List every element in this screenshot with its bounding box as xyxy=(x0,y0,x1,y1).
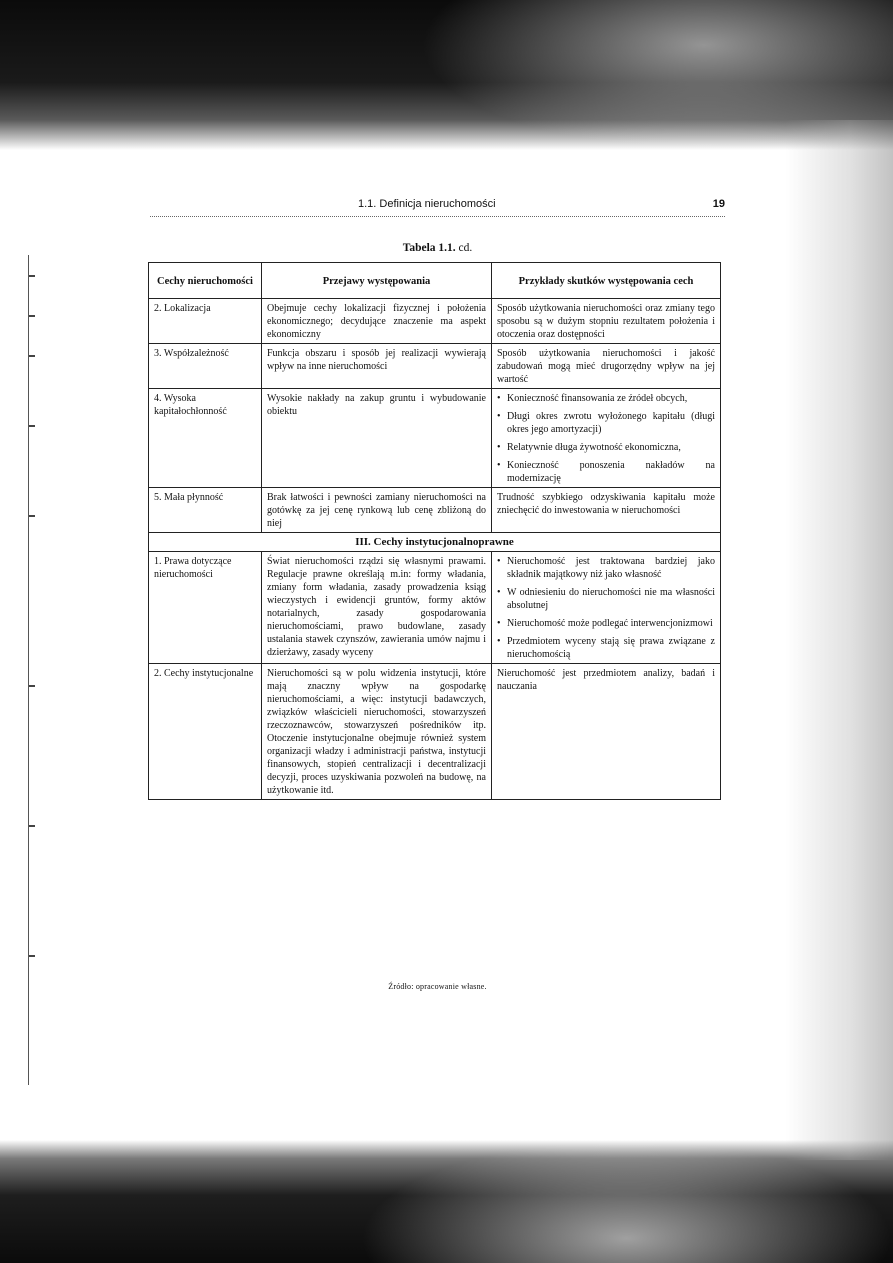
running-title: 1.1. Definicja nieruchomości xyxy=(358,198,496,210)
feature-cell: 3. Współzależność xyxy=(149,344,262,389)
feature-cell: 4. Wysoka kapitałochłonność xyxy=(149,389,262,488)
binding-tick xyxy=(29,825,35,827)
feature-cell: 2. Lokalizacja xyxy=(149,299,262,344)
column-header-effects: Przykłady skutków występowania cech xyxy=(492,263,721,299)
feature-cell: 5. Mała płynność xyxy=(149,488,262,533)
manifestation-cell: Świat nieruchomości rządzi się własnymi prawami. Regulacje prawne określają m.in: formy władania, zmiany form władania, zasady prowadzenia ksiąg wieczystych i ewidencji gruntów, formy aktów notarialnych, zasady gospodarowania nieruchomościami, prawo budowlane, zasady ustalania stawek czynszów, zawierania umów najmu i dzierżawy, zasady wyceny xyxy=(262,552,492,664)
column-header-manifestations: Przejawy występowania xyxy=(262,263,492,299)
running-header xyxy=(150,196,725,217)
binding-tick xyxy=(29,955,35,957)
manifestation-cell: Nieruchomości są w polu widzenia instytucji, które mają znaczny wpływ na gospodarkę nieruchomościami, a więc: instytucji badawczych, związków właścicieli nieruchomości, stowarzyszeń rzeczoznawców, stowarzyszeń pośredników itp. Otoczenie instytucjonalne obejmuje również system organizacji władzy i administracji państwa, instytucji finansowych, stopień centralizacji i decentralizacji decyzji, proces uzyskiwania pozwoleń na budowę, na użytkowanie itd. xyxy=(262,664,492,800)
manifestation-cell: Brak łatwości i pewności zamiany nieruchomości na gotówkę za jej cenę rynkową lub cenę zbliżoną do niej xyxy=(262,488,492,533)
effects-cell xyxy=(492,389,721,488)
table-header-row xyxy=(149,263,721,299)
table-caption xyxy=(150,242,725,254)
effects-cell: Sposób użytkowania nieruchomości oraz zmiany tego sposobu są w dużym stopniu rezultatem położenia i otoczenia oraz dostępności xyxy=(492,299,721,344)
effects-cell: Sposób użytkowania nieruchomości i jakość zabudowań mogą mieć drugorzędny wpływ na jej wartość xyxy=(492,344,721,389)
binding-tick xyxy=(29,355,35,357)
feature-cell: 2. Cechy instytucjonalne xyxy=(149,664,262,800)
section-title: III. Cechy instytucjonalnoprawne xyxy=(149,533,721,552)
binding-tick xyxy=(29,685,35,687)
effects-list-item: • Przedmiotem wyceny stają się prawa związane z nieruchomością xyxy=(497,635,715,661)
source-note: Źródło: opracowanie własne. xyxy=(388,982,487,991)
effects-list-item: • Konieczność finansowania ze źródeł obcych, xyxy=(497,392,715,405)
binding-tick xyxy=(29,425,35,427)
manifestation-cell: Wysokie nakłady na zakup gruntu i wybudowanie obiektu xyxy=(262,389,492,488)
features-table xyxy=(148,262,721,800)
effects-cell: Trudność szybkiego odzyskiwania kapitału może zniechęcić do inwestowania w nieruchomości xyxy=(492,488,721,533)
page-number: 19 xyxy=(712,198,725,210)
column-header-features: Cechy nieruchomości xyxy=(149,263,262,299)
effects-list-item: • Relatywnie długa żywotność ekonomiczna, xyxy=(497,441,715,454)
manifestation-cell: Funkcja obszaru i sposób jej realizacji wywierają wpływ na inne nieruchomości xyxy=(262,344,492,389)
binding-edge xyxy=(28,255,35,1085)
effects-list-item: • W odniesieniu do nieruchomości nie ma własności absolutnej xyxy=(497,586,715,612)
effects-cell: Nieruchomość jest przedmiotem analizy, badań i nauczania xyxy=(492,664,721,800)
feature-cell: 1. Prawa dotyczące nieruchomości xyxy=(149,552,262,664)
effects-cell xyxy=(492,552,721,664)
section-row xyxy=(149,533,721,552)
table-row xyxy=(149,344,721,389)
manifestation-cell: Obejmuje cechy lokalizacji fizycznej i położenia ekonomicznego; decydujące znaczenie ma aspekt ekonomiczny xyxy=(262,299,492,344)
effects-list xyxy=(497,555,715,661)
effects-list-item: • Długi okres zwrotu wyłożonego kapitału (długi okres jego amortyzacji) xyxy=(497,410,715,436)
table-row xyxy=(149,299,721,344)
table-row xyxy=(149,389,721,488)
table-caption-label: Tabela 1.1. xyxy=(402,242,456,254)
binding-tick xyxy=(29,275,35,277)
binding-tick xyxy=(29,315,35,317)
effects-list xyxy=(497,392,715,485)
effects-list-item: • Nieruchomość jest traktowana bardziej jako składnik majątkowy niż jako własność xyxy=(497,555,715,581)
table-row xyxy=(149,488,721,533)
table-row xyxy=(149,552,721,664)
scan-shadow-right xyxy=(785,120,893,1160)
effects-list-item: • Konieczność ponoszenia nakładów na modernizację xyxy=(497,459,715,485)
effects-list-item: • Nieruchomość może podlegać interwencjonizmowi xyxy=(497,617,715,630)
table-caption-suffix: cd. xyxy=(458,242,473,254)
binding-tick xyxy=(29,515,35,517)
table-row xyxy=(149,664,721,800)
